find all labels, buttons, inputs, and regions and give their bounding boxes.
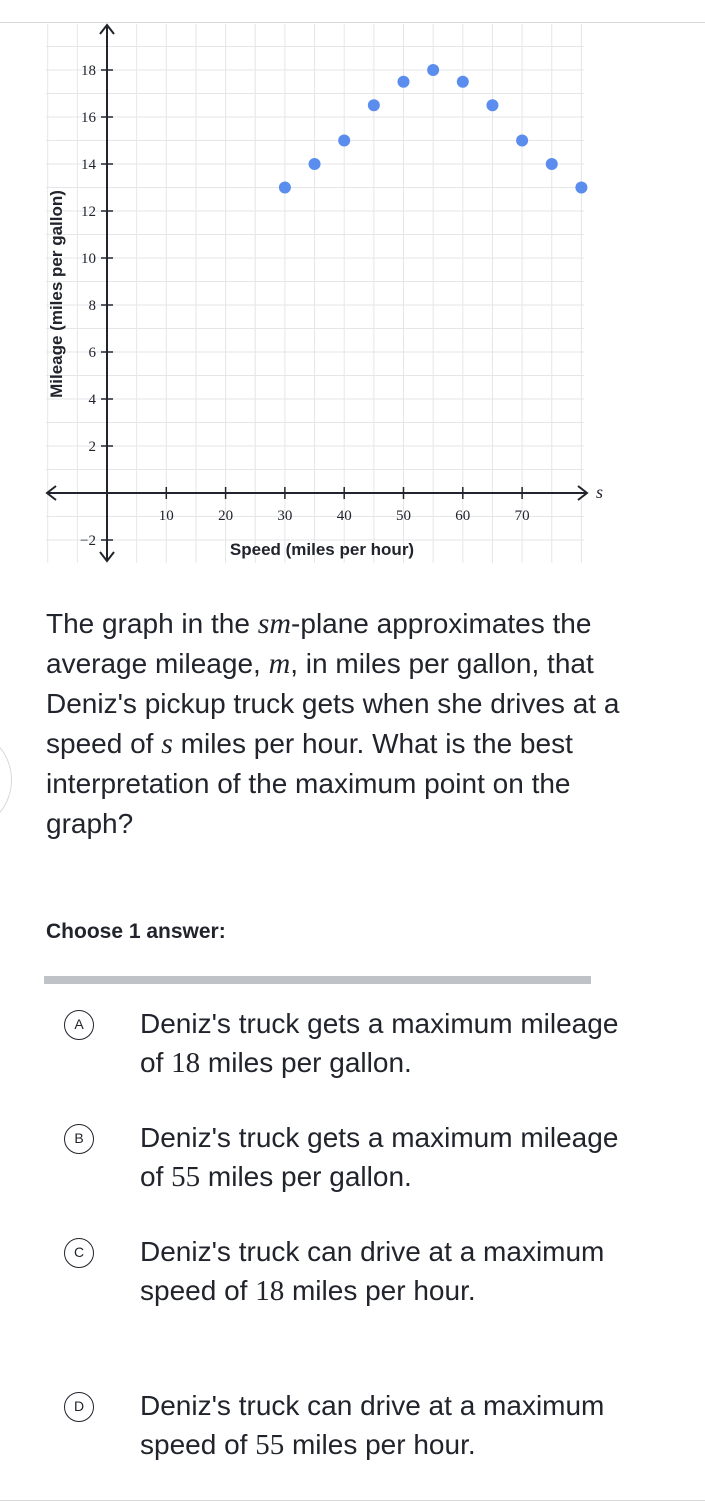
variable-m: m xyxy=(268,647,291,680)
y-tick-label: 6 xyxy=(88,345,96,361)
choice-a-text[interactable] xyxy=(140,1004,620,1083)
choice-a-letter[interactable]: A xyxy=(64,1010,94,1040)
variable-s: s xyxy=(161,727,173,760)
y-tick-label: 4 xyxy=(88,392,96,408)
y-tick-label: 8 xyxy=(88,298,96,314)
chart-ticks xyxy=(80,63,530,549)
data-point xyxy=(516,135,528,147)
y-tick-label: 2 xyxy=(88,439,96,455)
choice-c-text[interactable] xyxy=(140,1232,620,1311)
scatter-chart xyxy=(0,20,640,570)
data-point xyxy=(486,99,498,111)
choice-a-text-pre: Deniz's truck gets a maximum mileage of xyxy=(140,1008,619,1078)
question-part-3: , in miles per gallon, that Deniz's pickup truck gets when she drives at a speed of xyxy=(46,648,620,759)
plane-variables: sm xyxy=(257,607,292,640)
data-point xyxy=(427,64,439,76)
choice-a-number: 18 xyxy=(171,1047,201,1079)
x-tick-label: 30 xyxy=(277,508,293,524)
question-part-2: -plane approximates the average mileage, xyxy=(46,608,592,679)
choices-divider xyxy=(44,976,591,984)
side-scroll-circle[interactable] xyxy=(0,728,12,832)
choice-b-text-pre: Deniz's truck gets a maximum mileage of xyxy=(140,1122,619,1192)
question-part-4: miles per hour. What is the best interpretation of the maximum point on the graph? xyxy=(46,728,573,839)
choice-d-text-post: miles per hour. xyxy=(284,1429,476,1460)
question-part-1: The graph in the xyxy=(46,608,258,639)
data-point xyxy=(575,182,587,194)
x-tick-label: 20 xyxy=(218,508,234,524)
x-tick-label: 50 xyxy=(396,508,411,524)
data-point xyxy=(368,99,380,111)
bottom-divider xyxy=(0,1500,705,1501)
data-point xyxy=(457,76,469,88)
y-tick-label: 12 xyxy=(81,204,96,220)
choice-c-letter[interactable]: C xyxy=(64,1238,94,1268)
choice-c-text-post: miles per hour. xyxy=(284,1275,476,1306)
data-point xyxy=(398,76,410,88)
data-point xyxy=(338,135,350,147)
choice-c-text-pre: Deniz's truck can drive at a maximum speed of xyxy=(140,1236,605,1306)
choose-prompt: Choose 1 answer: xyxy=(46,920,226,943)
choice-d-number: 55 xyxy=(255,1429,285,1461)
choice-b-number: 55 xyxy=(171,1161,201,1193)
choice-b-text[interactable] xyxy=(140,1118,620,1197)
y-tick-label: 10 xyxy=(81,251,96,267)
x-tick-label: 10 xyxy=(158,508,174,524)
y-tick-label: 18 xyxy=(81,63,96,79)
y-tick-label: 16 xyxy=(81,110,96,126)
x-axis-variable: s xyxy=(596,482,604,502)
data-point xyxy=(546,158,558,170)
data-point xyxy=(309,158,321,170)
choice-b-text-post: miles per gallon. xyxy=(200,1161,412,1192)
x-tick-label: 40 xyxy=(336,508,352,524)
data-point xyxy=(279,182,291,194)
x-tick-label: 60 xyxy=(455,508,471,524)
chart-axes xyxy=(47,25,587,561)
choice-a-text-post: miles per gallon. xyxy=(200,1047,412,1078)
choice-d-text[interactable] xyxy=(140,1386,620,1465)
choice-c-number: 18 xyxy=(255,1275,285,1307)
y-axis-label: Mileage (miles per gallon) xyxy=(47,190,66,398)
y-tick-label: −2 xyxy=(80,533,96,549)
x-axis-label: Speed (miles per hour) xyxy=(229,540,415,559)
choice-d-letter[interactable]: D xyxy=(64,1392,94,1422)
question-text xyxy=(46,604,646,844)
x-tick-label: 70 xyxy=(514,508,530,524)
choice-b-letter[interactable]: B xyxy=(64,1124,94,1154)
y-tick-label: 14 xyxy=(81,157,96,173)
chart-grid xyxy=(46,24,584,563)
choice-d-text-pre: Deniz's truck can drive at a maximum speed of xyxy=(140,1390,605,1460)
